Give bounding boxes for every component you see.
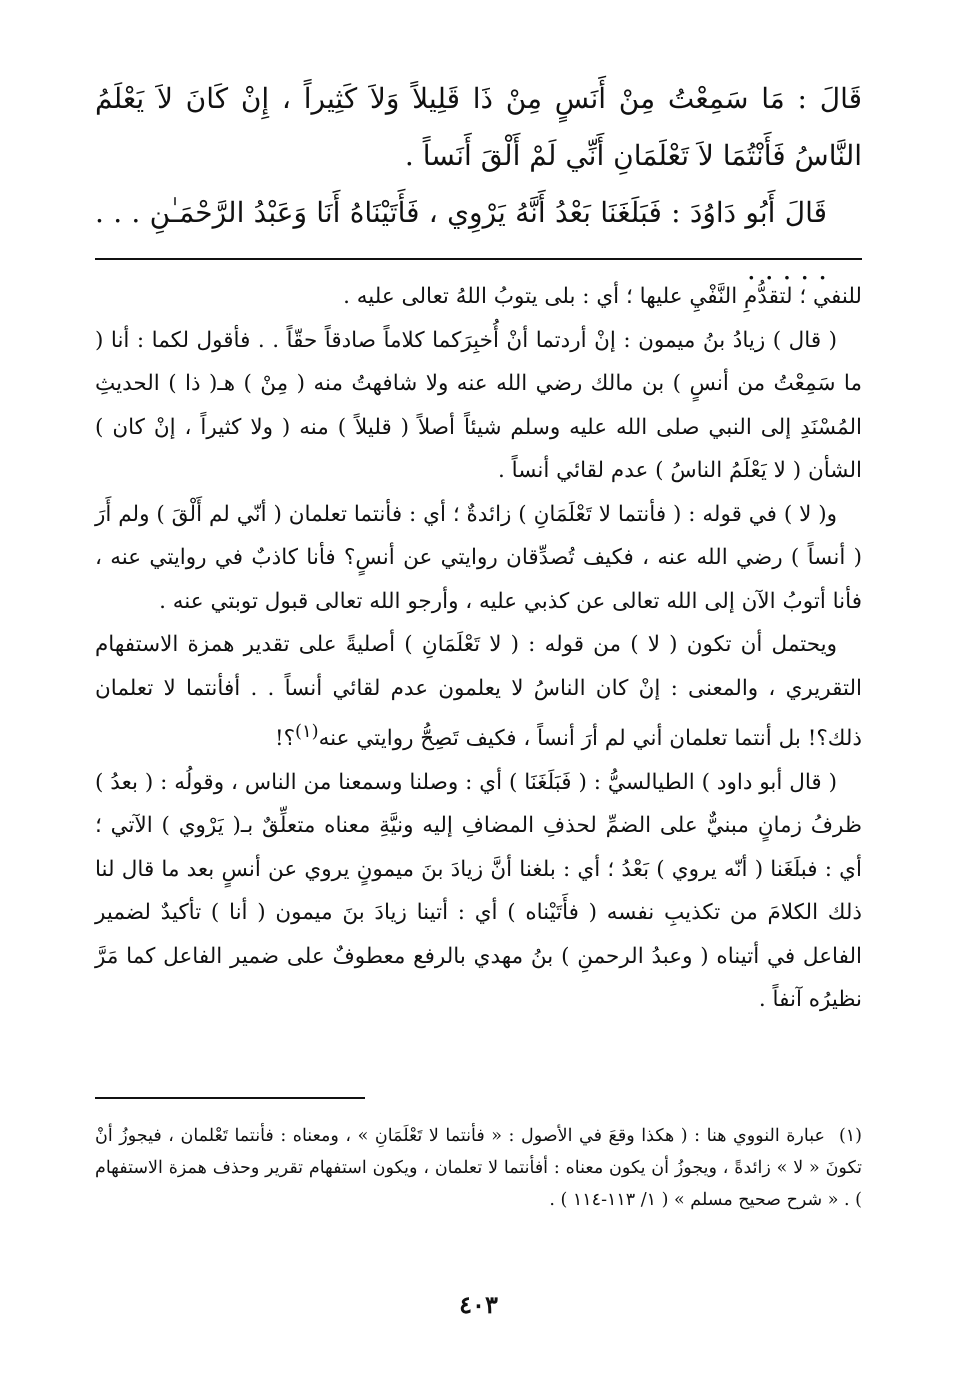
commentary-paragraph-4-end: ؟!: [274, 726, 296, 752]
section-divider: [95, 258, 862, 260]
commentary-text: [95, 275, 862, 1022]
page-number: ٤٠٣: [459, 1290, 498, 1319]
footnote-number: (١): [838, 1126, 862, 1146]
commentary-paragraph-4: [95, 623, 862, 761]
footnote-divider: [95, 1097, 365, 1099]
commentary-paragraph-2: ( قال ) زيادُ بنُ ميمون : إنْ أردتما أنْ أُخبِرَكما كلاماً صادقاً حقّاً . . فأقول لكما : أنا ( ما سَمِعْتُ من أنسٍ ) بن مالك رضي الله عنه ولا شافهتُ منه ( مِنْ ) هـ( ذا ) الحديثِ المُسْنَدِ إلى النبي صلى الله عليه وسلم شيئاً أصلاً ( قليلاً ) منه ( ولا كثيراً ، إنْ كان ) الشأن ( لا يَعْلَمُ الناسُ ) عدم لقائي أنساً .: [95, 327, 862, 483]
hadith-text: [95, 70, 862, 298]
commentary-paragraph-3: و( لا ) في قوله : ( فأنتما لا تَعْلَمَانِ ) زائدةٌ ؛ أي : فأنتما تعلمان ( أنّي لم أَلْقَ ) ولم أَرَ ( أنساً ) رضي الله عنه ، فكيف تُصدِّقان روايتي عن أنسٍ؟ فأنا كاذبٌ في روايتي عنه ، فأنا أتوبُ الآن إلى الله تعالى عن كذبي عليه ، وأرجو الله تعالى قبول توبتي عنه .: [95, 501, 862, 614]
hadith-paragraph-2: قَالَ أَبُو دَاوُدَ : فَبَلَغَنَا بَعْدُ أَنَّهُ يَرْوِي ، فَأَتَيْنَاهُ أَنَا وَعَبْدُ الرَّحْمَـٰنِ . . . . . . . .: [95, 196, 827, 286]
commentary-paragraph-4-text: ويحتمل أن تكون ( لا ) من قوله : ( لا تَعْلَمَانِ ) أصليةً على تقدير همزة الاستفهام التقريري ، والمعنى : إنْ كان الناسُ لا يعلمون عدم لقائي أنساً . . أفأنتما لا تعلمان ذلك؟! بل أنتما تعلمان أني لم أرَ أنساً ، فكيف تَصِحُّ روايتي عنه: [95, 632, 862, 752]
hadith-paragraph-1: قَالَ : مَا سَمِعْتُ مِنْ أَنَسٍ مِنْ ذَا قَلِيلاً وَلاَ كَثِيراً ، إِنْ كَانَ لاَ يَعْلَمُ النَّاسُ فَأَنْتُمَا لاَ تَعْلَمَانِ أَنِّي لَمْ أَلْقَ أَنَساً .: [95, 82, 862, 172]
footnote: [95, 1120, 862, 1216]
commentary-paragraph-5: ( قال أبو داود ) الطيالسيُّ : ( فَبَلَغَنَا ) أي : وصلنا وسمعنا من الناس ، وقولُه : ( بعدُ ) ظرفُ زمانٍ مبنيٌّ على الضمِّ لحذفِ المضافِ إليه ونيَّةِ معناه متعلِّقٌ بـ( يَرْوي ) الآتي ؛ أي : فبلَغَنا ( أنّه يروي ) بَعْدُ ؛ أي : بلغنا أنَّ زيادَ بنَ ميمونٍ يروي عن أنسٍ بعد ما قال لنا ذلك الكلامَ من تكذيبِ نفسه ( فأَتَيْناه ) أي : أتينا زيادَ بنَ ميمون ( أنا ) تأكيدٌ لضمير الفاعل في أتيناه ( وعبدُ الرحمنِ ) بنُ مهدي بالرفع معطوفٌ على ضمير الفاعل كما مَرَّ نظيرُه آنفاً .: [95, 769, 862, 1013]
footnote-text: عبارة النووي هنا : ( هكذا وقعَ في الأصول : « فأنتما لا تَعْلَمَانِ » ، ومعناه : فأنتما تَعْلمان ، فيجوزُ أنْ تكونَ « لا » زائدةً ، ويجوزُ أن يكون معناه : أفأنتما لا تعلمان ، ويكون استفهام تقرير وحذف همزة الاستفهام ) . « شرح صحيح مسلم » ( ١/ ١١٣-١١٤ ) .: [95, 1126, 862, 1210]
commentary-paragraph-1: للنفي ؛ لتقدُّمِ النَّفْيِ عليها ؛ أي : بلى يتوبُ اللهُ تعالى عليه .: [343, 284, 862, 309]
footnote-reference[interactable]: (١): [295, 721, 319, 742]
